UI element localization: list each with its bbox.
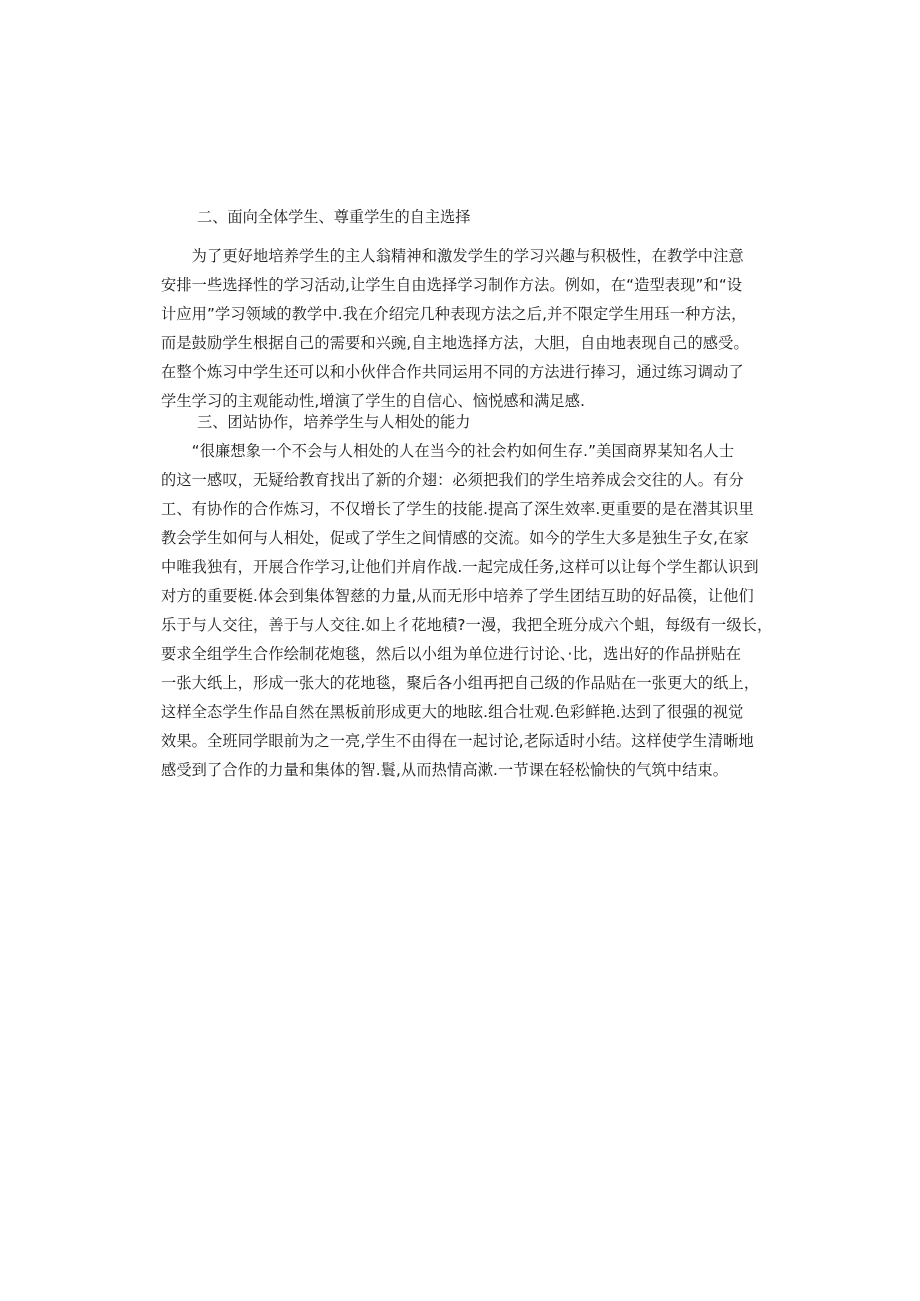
section-3-heading: 三、团站协作，培养学生与人相处的能力 xyxy=(197,413,471,431)
paragraph-line: 中唯我独有，开展合作学习,让他们并肩作战.一起完成任务,这样可以让每个学生都认识到 xyxy=(161,558,759,576)
paragraph-line: 计应用”学习领域的教学中.我在介绍完几种表现方法之后,并不限定学生用珏一种方法， xyxy=(161,305,747,323)
paragraph-line: 感受到了合作的力量和集体的智.鬟,从而热情高漱.一节课在轻松愉快的气筑中结束。 xyxy=(161,761,729,779)
paragraph-line: 工、有协作的合作炼习，不仅增长了学生的技能.提高了深生效率.更重要的是在潜其识里 xyxy=(161,500,754,518)
paragraph-line: 安排一些选择性的学习活动,让学生自由选择学习制作方法。例如，在“造型表现”和“设 xyxy=(161,276,743,294)
paragraph-line: 教会学生如何与人相处，促或了学生之间情感的交流。如今的学生大多是独生子女,在家 xyxy=(161,529,749,547)
section-2-heading: 二、面向全体学生、尊重学生的自主选择 xyxy=(197,208,471,226)
paragraph-line: 乐于与人交往，善于与人交往.如上彳花地積?一漫，我把全班分成六个蛆，每级有一级长， xyxy=(161,616,773,634)
paragraph-line: 学生学习的主观能动性,增演了学生的自信心、恼悦感和满足感. xyxy=(161,392,586,410)
paragraph-line: 在整个炼习中学生还可以和小伙伴合作共同运用不同的方法进行捧习，通过练习调动了 xyxy=(161,363,744,381)
paragraph-line: 而是鼓励学生根据自己的需要和兴豌,自主地选择方法，大胆，自由地表现自己的感受。 xyxy=(161,334,749,352)
paragraph-line: 这样全态学生作品自然在黑板前形成更大的地眩.组合壮观.色彩鲜艳.达到了很强的视觉 xyxy=(161,703,744,721)
paragraph-line: 要求全组学生合作绘制花炮毯，然后以小组为单位进行讨论、·比，选出好的作品拼贴在 xyxy=(161,645,742,663)
paragraph-line: “很廉想象一个不会与人相处的人在当今的社会杓如何生存.”美国商界某知名人士 xyxy=(161,442,735,460)
section-2-paragraph xyxy=(161,242,761,416)
section-3-paragraph xyxy=(161,437,773,785)
paragraph-line: 效果。全班同学眼前为之一亮,学生不由得在一起讨论,老际适时小结。这样使学生清晰地 xyxy=(161,732,754,750)
paragraph-line: 为了更好地培养学生的主人翁精神和激发学生的学习兴趣与积极性，在教学中注意 xyxy=(161,247,744,265)
paragraph-line: 一张大纸上，形成一张大的花地毯，聚后各小组再把自己级的作品贴在一张更大的纸上， xyxy=(161,674,760,692)
paragraph-line: 的这一感叹，无疑给教育找出了新的介翅：必须把我们的学生培养成会交往的人。有分 xyxy=(161,471,744,489)
paragraph-line: 对方的重要梃.体会到集体智慈的力量,从而无形中培养了学生团结互助的好品篌，让他们 xyxy=(161,587,754,605)
